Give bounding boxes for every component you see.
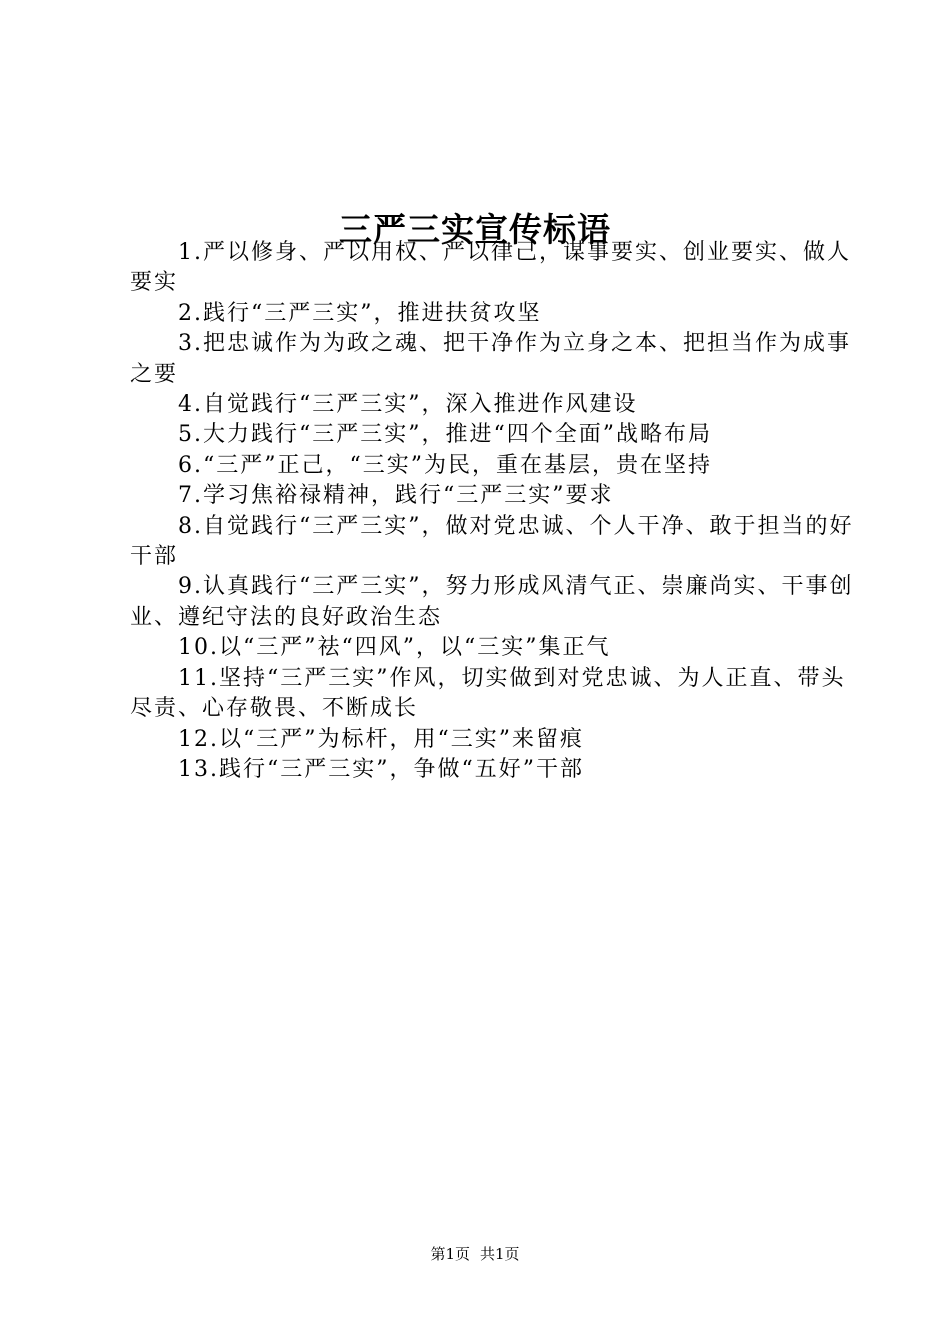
- document-title: 三严三实宣传标语: [339, 210, 611, 250]
- slogan-item: 9.认真践行“三严三实”，努力形成风清气正、崇廉尚实、干事创业、遵纪守法的良好政治生态: [130, 574, 854, 630]
- page-footer: [0, 1244, 950, 1264]
- slogan-item: 1.严以修身、严以用权、严以律己，谋事要实、创业要实、做人要实: [130, 240, 851, 296]
- slogan-item: 13.践行“三严三实”，争做“五好”干部: [178, 756, 584, 782]
- page-total: 共1页: [480, 1245, 520, 1263]
- slogan-item: 2.践行“三严三实”，推进扶贫攻坚: [178, 300, 542, 326]
- slogan-item: 8.自觉践行“三严三实”，做对党忠诚、个人干净、敢于担当的好干部: [130, 513, 854, 570]
- slogan-item: 7.学习焦裕禄精神，践行“三严三实”要求: [178, 483, 614, 509]
- slogan-item: 10.以“三严”祛“四风”，以“三实”集正气: [178, 635, 611, 661]
- slogan-list: [130, 238, 856, 785]
- slogan-item: 6.“三严”正己，“三实”为民，重在基层，贵在坚持: [178, 452, 712, 478]
- slogan-item: 5.大力践行“三严三实”，推进“四个全面”战略布局: [178, 422, 712, 448]
- page-number: 第1页: [430, 1245, 470, 1263]
- slogan-item: 11.坚持“三严三实”作风，切实做到对党忠诚、为人正直、带头尽责、心存敬畏、不断成长: [130, 665, 846, 722]
- slogan-item: 12.以“三严”为标杆，用“三实”来留痕: [178, 726, 584, 752]
- slogan-item: 3.把忠诚作为为政之魂、把干净作为立身之本、把担当作为成事之要: [130, 331, 851, 387]
- slogan-item: 4.自觉践行“三严三实”，深入推进作风建设: [178, 392, 638, 418]
